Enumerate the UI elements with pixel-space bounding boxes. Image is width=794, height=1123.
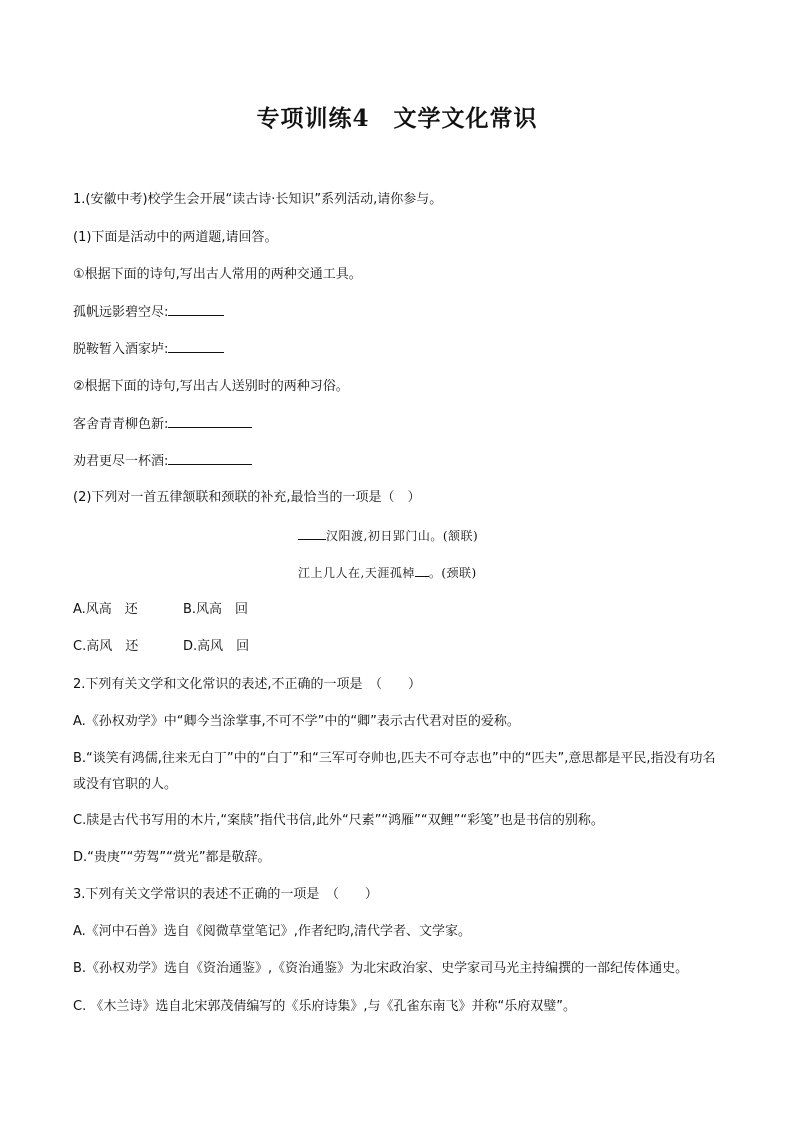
line-b-text: 脱鞍暂入酒家垆:: [73, 342, 169, 357]
answer-blank[interactable]: [168, 303, 224, 316]
line-d-text: 劝君更尽一杯酒:: [73, 454, 169, 469]
q3-option-b[interactable]: B.《孙权劝学》选自《资治通鉴》,《资治通鉴》为北宋政治家、史学家司马光主持编撰的一部纪传体通史。: [73, 961, 689, 976]
q3-option-a[interactable]: A.《河中石兽》选自《阅微草堂笔记》,作者纪昀,清代学者、文学家。: [73, 924, 472, 939]
poem-line-1: [298, 527, 478, 545]
option-c[interactable]: C.高风 还: [73, 639, 139, 654]
option-d[interactable]: D.高风 回: [183, 639, 250, 654]
line-a-text: 孤帆远影碧空尽:: [73, 305, 169, 320]
answer-blank[interactable]: [168, 415, 252, 428]
poem-line-2: [298, 564, 477, 582]
poem-blank[interactable]: [298, 527, 326, 540]
line-c-text: 客舍青青柳色新:: [73, 417, 169, 432]
q1-part1: (1)下面是活动中的两道题,请回答。: [73, 230, 278, 245]
answer-blank[interactable]: [168, 452, 252, 465]
q3-option-c[interactable]: C. 《木兰诗》选自北宋郭茂倩编写的《乐府诗集》,与《孔雀东南飞》并称“乐府双璧”。: [73, 999, 576, 1014]
option-a[interactable]: A.风高 还: [73, 602, 138, 617]
poem-line-2-text: 江上几人在,天涯孤棹: [298, 566, 415, 580]
poem-line-2-tail: 。(颈联): [428, 566, 477, 580]
q1-line-a: [73, 303, 224, 322]
q1-line-d: [73, 452, 252, 471]
q2-option-a[interactable]: A.《孙权劝学》中“卿今当涂掌事,不可不学”中的“卿”表示古代君对臣的爱称。: [73, 714, 520, 729]
q1-intro: 1.(安徽中考)校学生会开展“读古诗·长知识”系列活动,请你参与。: [73, 192, 443, 207]
option-b[interactable]: B.风高 回: [183, 602, 249, 617]
q2-stem: 2.下列有关文学和文化常识的表述,不正确的一项是 （ ）: [73, 677, 422, 692]
page-title: 专项训练4 文学文化常识: [256, 105, 538, 132]
q1-line-b: [73, 340, 224, 359]
q1-sub2: ②根据下面的诗句,写出古人送别时的两种习俗。: [73, 379, 349, 394]
q2-option-c[interactable]: C.牍是古代书写用的木片,“案牍”指代书信,此外“尺素”“鸿雁”“双鲤”“彩笺”也是书信的别称。: [73, 813, 604, 828]
poem-blank[interactable]: [415, 564, 429, 577]
q1-sub1: ①根据下面的诗句,写出古人常用的两种交通工具。: [73, 267, 362, 282]
poem-line-1-text: 汉阳渡,初日郢门山。(颔联): [326, 529, 479, 543]
q1-options-row-2: [73, 638, 249, 656]
q2-option-b[interactable]: B.“谈笑有鸿儒,往来无白丁”中的“白丁”和“三军可夺帅也,匹夫不可夺志也”中的“匹夫”,意思都是平民,指没有功名或没有官职的人。: [73, 751, 716, 792]
q1-options-row-1: [73, 601, 248, 619]
q2-option-d[interactable]: D.“贵庚”“劳驾”“赏光”都是敬辞。: [73, 850, 271, 865]
q3-stem: 3.下列有关文学常识的表述不正确的一项是 （ ）: [73, 887, 378, 902]
answer-blank[interactable]: [168, 340, 224, 353]
q1-part2: (2)下列对一首五律颔联和颈联的补充,最恰当的一项是（ ）: [73, 490, 421, 505]
q1-line-c: [73, 415, 252, 434]
